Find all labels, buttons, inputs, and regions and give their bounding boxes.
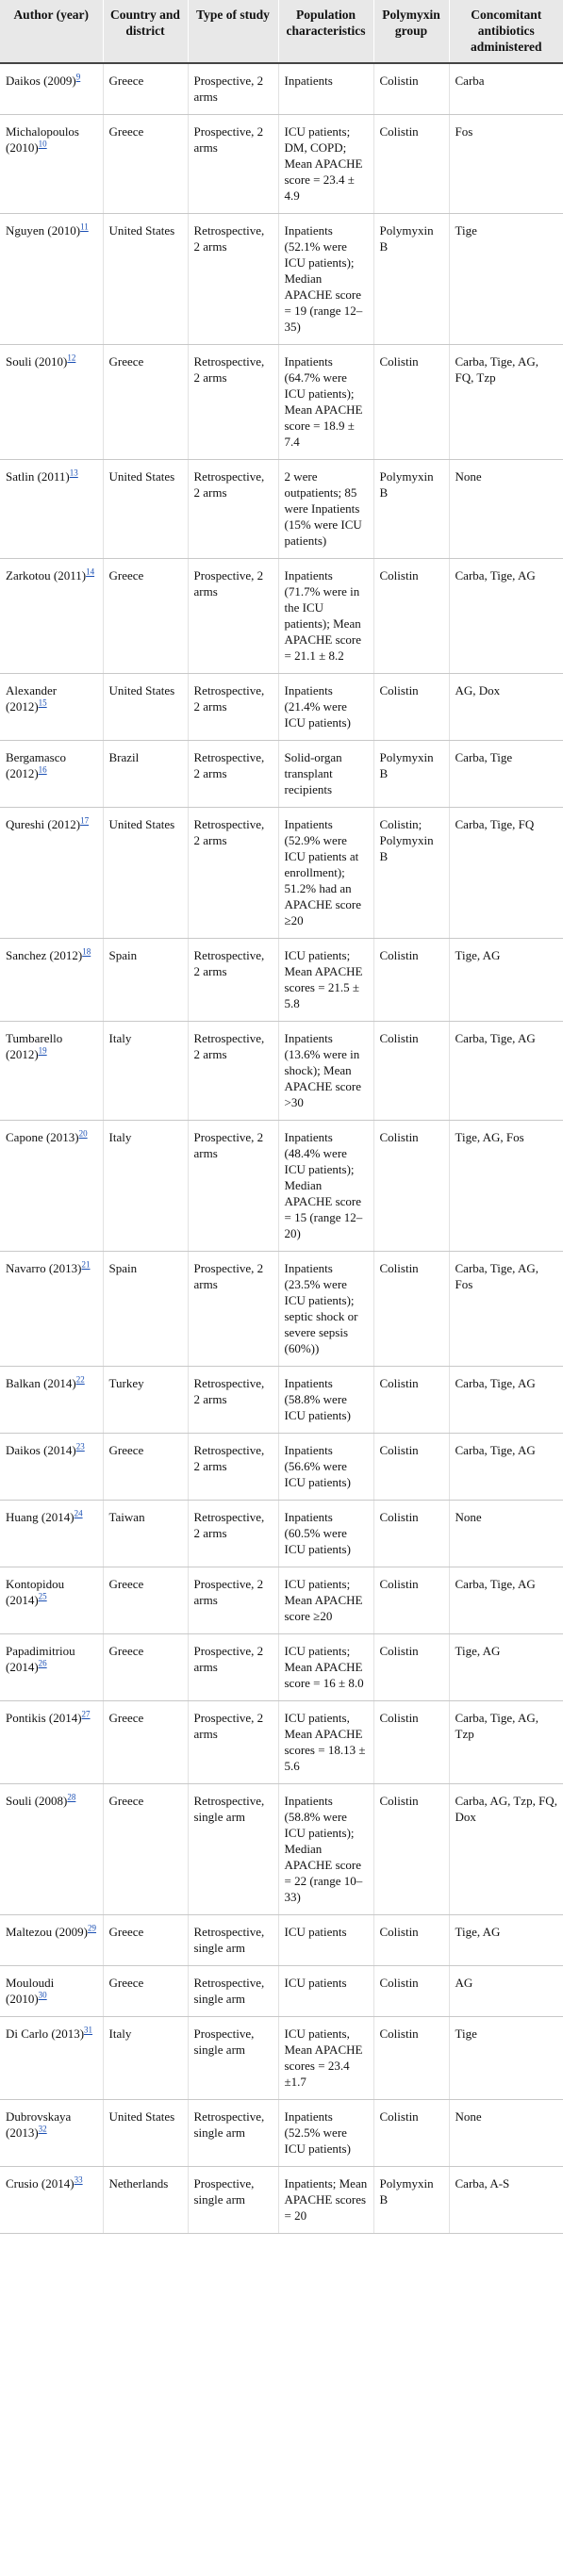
cell-antibiotics: Carba, Tige, AG bbox=[449, 1367, 563, 1434]
cell-country: United States bbox=[103, 808, 188, 939]
cell-author bbox=[0, 1121, 103, 1252]
author-name: Nguyen (2010) bbox=[6, 223, 81, 238]
cell-antibiotics: Carba, Tige, AG, Fos bbox=[449, 1252, 563, 1367]
cell-antibiotics: Carba bbox=[449, 63, 563, 115]
cell-antibiotics: Tige, AG bbox=[449, 1634, 563, 1701]
cell-population: Solid-organ transplant recipients bbox=[278, 741, 373, 808]
header-country: Country and district bbox=[103, 0, 188, 63]
reference-link[interactable]: 21 bbox=[81, 1259, 91, 1270]
cell-country: Greece bbox=[103, 1634, 188, 1701]
author-name: Kontopidou (2014) bbox=[6, 1577, 65, 1607]
cell-country: Greece bbox=[103, 1915, 188, 1966]
cell-polymyxin: Colistin bbox=[373, 1701, 449, 1784]
cell-author bbox=[0, 939, 103, 1022]
reference-link[interactable]: 22 bbox=[75, 1374, 85, 1385]
table-row bbox=[0, 345, 563, 460]
header-study-type: Type of study bbox=[188, 0, 278, 63]
cell-population: ICU patients, Mean APACHE scores = 18.13 ± 5.6 bbox=[278, 1701, 373, 1784]
reference-link[interactable]: 14 bbox=[86, 566, 95, 577]
cell-study-type: Prospective, 2 arms bbox=[188, 1634, 278, 1701]
table-row bbox=[0, 1434, 563, 1501]
cell-study-type: Prospective, 2 arms bbox=[188, 115, 278, 214]
author-name: Qureshi (2012) bbox=[6, 817, 81, 831]
cell-author bbox=[0, 214, 103, 345]
cell-polymyxin: Colistin bbox=[373, 1501, 449, 1567]
table-row bbox=[0, 1966, 563, 2017]
cell-author bbox=[0, 2167, 103, 2234]
cell-polymyxin: Colistin bbox=[373, 1252, 449, 1367]
cell-study-type: Prospective, 2 arms bbox=[188, 1252, 278, 1367]
cell-antibiotics: AG, Dox bbox=[449, 674, 563, 741]
cell-study-type: Prospective, 2 arms bbox=[188, 1567, 278, 1634]
reference-link[interactable]: 30 bbox=[38, 1990, 47, 2000]
cell-country: Greece bbox=[103, 1784, 188, 1915]
cell-polymyxin: Colistin bbox=[373, 559, 449, 674]
author-name: Souli (2008) bbox=[6, 1794, 68, 1808]
cell-study-type: Retrospective, 2 arms bbox=[188, 460, 278, 559]
table-row bbox=[0, 1784, 563, 1915]
cell-polymyxin: Colistin bbox=[373, 1434, 449, 1501]
cell-country: Spain bbox=[103, 939, 188, 1022]
reference-link[interactable]: 26 bbox=[38, 1658, 47, 1668]
reference-link[interactable]: 10 bbox=[38, 139, 47, 149]
author-name: Souli (2010) bbox=[6, 354, 68, 369]
table-row bbox=[0, 1022, 563, 1121]
cell-population: Inpatients (52.9% were ICU patients at enrollment); 51.2% had an APACHE score ≥20 bbox=[278, 808, 373, 939]
cell-antibiotics: AG bbox=[449, 1966, 563, 2017]
cell-population: ICU patients bbox=[278, 1966, 373, 2017]
cell-country: Greece bbox=[103, 63, 188, 115]
reference-link[interactable]: 32 bbox=[38, 2124, 47, 2134]
cell-population: ICU patients; DM, COPD; Mean APACHE score = 23.4 ± 4.9 bbox=[278, 115, 373, 214]
cell-country: Netherlands bbox=[103, 2167, 188, 2234]
cell-population: ICU patients, Mean APACHE scores = 23.4 ±1.7 bbox=[278, 2017, 373, 2100]
cell-antibiotics: Fos bbox=[449, 115, 563, 214]
cell-study-type: Prospective, single arm bbox=[188, 2017, 278, 2100]
header-polymyxin: Polymyxin group bbox=[373, 0, 449, 63]
cell-country: United States bbox=[103, 460, 188, 559]
cell-population: ICU patients; Mean APACHE score ≥20 bbox=[278, 1567, 373, 1634]
table-header bbox=[0, 0, 563, 63]
cell-polymyxin: Colistin bbox=[373, 1022, 449, 1121]
cell-antibiotics: None bbox=[449, 460, 563, 559]
author-name: Pontikis (2014) bbox=[6, 1711, 82, 1725]
cell-polymyxin: Colistin bbox=[373, 1915, 449, 1966]
author-name: Dubrovskaya (2013) bbox=[6, 2109, 72, 2140]
cell-country: Spain bbox=[103, 1252, 188, 1367]
reference-link[interactable]: 25 bbox=[38, 1591, 47, 1601]
cell-author bbox=[0, 2017, 103, 2100]
cell-study-type: Retrospective, single arm bbox=[188, 1966, 278, 2017]
author-name: Navarro (2013) bbox=[6, 1261, 82, 1275]
table-body bbox=[0, 63, 563, 2234]
cell-population: Inpatients (13.6% were in shock); Mean APACHE score >30 bbox=[278, 1022, 373, 1121]
reference-link[interactable]: 17 bbox=[80, 815, 90, 826]
cell-antibiotics: Carba, Tige, AG, FQ, Tzp bbox=[449, 345, 563, 460]
cell-author bbox=[0, 1501, 103, 1567]
cell-polymyxin: Colistin bbox=[373, 115, 449, 214]
cell-country: Brazil bbox=[103, 741, 188, 808]
cell-author bbox=[0, 559, 103, 674]
cell-polymyxin: Colistin bbox=[373, 1966, 449, 2017]
reference-link[interactable]: 15 bbox=[38, 697, 47, 708]
cell-polymyxin: Polymyxin B bbox=[373, 741, 449, 808]
cell-country: Greece bbox=[103, 1701, 188, 1784]
table-row bbox=[0, 808, 563, 939]
cell-population: Inpatients (58.8% were ICU patients) bbox=[278, 1367, 373, 1434]
table-row bbox=[0, 1252, 563, 1367]
cell-polymyxin: Colistin bbox=[373, 63, 449, 115]
cell-antibiotics: None bbox=[449, 2100, 563, 2167]
cell-study-type: Retrospective, 2 arms bbox=[188, 674, 278, 741]
cell-antibiotics: Tige, AG, Fos bbox=[449, 1121, 563, 1252]
cell-population: Inpatients (60.5% were ICU patients) bbox=[278, 1501, 373, 1567]
cell-study-type: Retrospective, 2 arms bbox=[188, 808, 278, 939]
table-row bbox=[0, 741, 563, 808]
reference-link[interactable]: 9 bbox=[75, 72, 81, 82]
cell-author bbox=[0, 1567, 103, 1634]
cell-polymyxin: Colistin bbox=[373, 345, 449, 460]
cell-study-type: Prospective, single arm bbox=[188, 2167, 278, 2234]
author-name: Crusio (2014) bbox=[6, 2176, 75, 2190]
cell-author bbox=[0, 1252, 103, 1367]
reference-link[interactable]: 29 bbox=[88, 1923, 97, 1933]
cell-author bbox=[0, 674, 103, 741]
cell-population: Inpatients; Mean APACHE scores = 20 bbox=[278, 2167, 373, 2234]
cell-polymyxin: Colistin bbox=[373, 1121, 449, 1252]
cell-polymyxin: Colistin bbox=[373, 1634, 449, 1701]
cell-author bbox=[0, 1915, 103, 1966]
cell-country: Greece bbox=[103, 559, 188, 674]
cell-study-type: Retrospective, 2 arms bbox=[188, 939, 278, 1022]
cell-population: Inpatients (52.1% were ICU patients); Median APACHE score = 19 (range 12–35) bbox=[278, 214, 373, 345]
cell-country: Italy bbox=[103, 2017, 188, 2100]
table-row bbox=[0, 2167, 563, 2234]
table-row bbox=[0, 2017, 563, 2100]
cell-antibiotics: Carba, Tige, AG, Tzp bbox=[449, 1701, 563, 1784]
cell-study-type: Retrospective, 2 arms bbox=[188, 345, 278, 460]
cell-author bbox=[0, 1634, 103, 1701]
author-name: Huang (2014) bbox=[6, 1510, 75, 1524]
author-name: Capone (2013) bbox=[6, 1130, 79, 1144]
cell-author bbox=[0, 345, 103, 460]
cell-country: United States bbox=[103, 674, 188, 741]
header-author: Author (year) bbox=[0, 0, 103, 63]
author-name: Papadimitriou (2014) bbox=[6, 1644, 75, 1674]
cell-antibiotics: Carba, Tige, FQ bbox=[449, 808, 563, 939]
reference-link[interactable]: 12 bbox=[67, 353, 76, 363]
cell-study-type: Prospective, 2 arms bbox=[188, 63, 278, 115]
cell-country: United States bbox=[103, 2100, 188, 2167]
cell-population: Inpatients bbox=[278, 63, 373, 115]
cell-antibiotics: Carba, Tige, AG bbox=[449, 1434, 563, 1501]
table-row bbox=[0, 559, 563, 674]
cell-author bbox=[0, 1701, 103, 1784]
reference-link[interactable]: 11 bbox=[80, 222, 89, 232]
cell-antibiotics: Carba, Tige bbox=[449, 741, 563, 808]
cell-population: Inpatients (23.5% were ICU patients); septic shock or severe sepsis (60%)) bbox=[278, 1252, 373, 1367]
author-name: Satlin (2011) bbox=[6, 469, 70, 484]
cell-polymyxin: Colistin; Polymyxin B bbox=[373, 808, 449, 939]
cell-polymyxin: Colistin bbox=[373, 1367, 449, 1434]
cell-author bbox=[0, 1966, 103, 2017]
cell-population: Inpatients (56.6% were ICU patients) bbox=[278, 1434, 373, 1501]
table-row bbox=[0, 214, 563, 345]
cell-antibiotics: Carba, Tige, AG bbox=[449, 1567, 563, 1634]
table-row bbox=[0, 63, 563, 115]
cell-country: United States bbox=[103, 214, 188, 345]
cell-country: Taiwan bbox=[103, 1501, 188, 1567]
table-row bbox=[0, 1121, 563, 1252]
cell-population: 2 were outpatients; 85 were Inpatients (15% were ICU patients) bbox=[278, 460, 373, 559]
header-antibiotics: Concomitant antibiotics administered bbox=[449, 0, 563, 63]
cell-country: Greece bbox=[103, 115, 188, 214]
cell-population: ICU patients; Mean APACHE score = 16 ± 8.0 bbox=[278, 1634, 373, 1701]
reference-link[interactable]: 19 bbox=[38, 1045, 47, 1056]
cell-polymyxin: Colistin bbox=[373, 2100, 449, 2167]
cell-antibiotics: Tige bbox=[449, 2017, 563, 2100]
cell-study-type: Retrospective, 2 arms bbox=[188, 1022, 278, 1121]
cell-study-type: Retrospective, single arm bbox=[188, 1915, 278, 1966]
cell-study-type: Prospective, 2 arms bbox=[188, 1701, 278, 1784]
reference-link[interactable]: 31 bbox=[84, 2025, 93, 2035]
cell-author bbox=[0, 115, 103, 214]
cell-polymyxin: Colistin bbox=[373, 1784, 449, 1915]
cell-country: Greece bbox=[103, 345, 188, 460]
reference-link[interactable]: 23 bbox=[75, 1441, 85, 1452]
cell-study-type: Retrospective, single arm bbox=[188, 2100, 278, 2167]
cell-polymyxin: Colistin bbox=[373, 2017, 449, 2100]
cell-antibiotics: Carba, A-S bbox=[449, 2167, 563, 2234]
cell-antibiotics: Carba, AG, Tzp, FQ, Dox bbox=[449, 1784, 563, 1915]
table-row bbox=[0, 1567, 563, 1634]
cell-polymyxin: Colistin bbox=[373, 1567, 449, 1634]
cell-author bbox=[0, 2100, 103, 2167]
reference-link[interactable]: 27 bbox=[81, 1709, 91, 1719]
cell-antibiotics: Tige, AG bbox=[449, 939, 563, 1022]
cell-antibiotics: None bbox=[449, 1501, 563, 1567]
cell-author bbox=[0, 741, 103, 808]
table-row bbox=[0, 1915, 563, 1966]
cell-country: Italy bbox=[103, 1121, 188, 1252]
cell-population: Inpatients (58.8% were ICU patients); Median APACHE score = 22 (range 10–33) bbox=[278, 1784, 373, 1915]
author-name: Di Carlo (2013) bbox=[6, 2026, 85, 2041]
cell-population: Inpatients (21.4% were ICU patients) bbox=[278, 674, 373, 741]
author-name: Sanchez (2012) bbox=[6, 948, 83, 962]
cell-author bbox=[0, 1022, 103, 1121]
table-row bbox=[0, 1501, 563, 1567]
cell-population: Inpatients (71.7% were in the ICU patients); Mean APACHE score = 21.1 ± 8.2 bbox=[278, 559, 373, 674]
cell-population: Inpatients (48.4% were ICU patients); Median APACHE score = 15 (range 12–20) bbox=[278, 1121, 373, 1252]
cell-country: Greece bbox=[103, 1966, 188, 2017]
cell-study-type: Retrospective, 2 arms bbox=[188, 214, 278, 345]
cell-study-type: Retrospective, 2 arms bbox=[188, 1501, 278, 1567]
author-name: Tumbarello (2012) bbox=[6, 1031, 63, 1061]
cell-population: Inpatients (52.5% were ICU patients) bbox=[278, 2100, 373, 2167]
cell-author bbox=[0, 808, 103, 939]
author-name: Bergamasco (2012) bbox=[6, 750, 67, 780]
cell-antibiotics: Tige, AG bbox=[449, 1915, 563, 1966]
cell-country: Italy bbox=[103, 1022, 188, 1121]
cell-author bbox=[0, 1434, 103, 1501]
cell-country: Turkey bbox=[103, 1367, 188, 1434]
reference-link[interactable]: 18 bbox=[82, 946, 91, 957]
cell-population: ICU patients bbox=[278, 1915, 373, 1966]
reference-link[interactable]: 20 bbox=[78, 1128, 88, 1139]
author-name: Alexander (2012) bbox=[6, 683, 58, 714]
author-name: Mouloudi (2010) bbox=[6, 1976, 55, 2006]
reference-link[interactable]: 16 bbox=[38, 764, 47, 775]
author-name: Maltezou (2009) bbox=[6, 1925, 89, 1939]
cell-population: Inpatients (64.7% were ICU patients); Mean APACHE score = 18.9 ± 7.4 bbox=[278, 345, 373, 460]
cell-antibiotics: Tige bbox=[449, 214, 563, 345]
table-row bbox=[0, 2100, 563, 2167]
cell-author bbox=[0, 63, 103, 115]
table-row bbox=[0, 1634, 563, 1701]
cell-study-type: Retrospective, 2 arms bbox=[188, 1434, 278, 1501]
cell-study-type: Retrospective, 2 arms bbox=[188, 1367, 278, 1434]
cell-polymyxin: Colistin bbox=[373, 674, 449, 741]
author-name: Daikos (2009) bbox=[6, 74, 76, 88]
table-row bbox=[0, 1701, 563, 1784]
cell-author bbox=[0, 1367, 103, 1434]
table-row bbox=[0, 1367, 563, 1434]
cell-study-type: Prospective, 2 arms bbox=[188, 559, 278, 674]
author-name: Balkan (2014) bbox=[6, 1376, 76, 1390]
reference-link[interactable]: 28 bbox=[67, 1792, 76, 1802]
table-row bbox=[0, 115, 563, 214]
cell-polymyxin: Polymyxin B bbox=[373, 460, 449, 559]
cell-study-type: Prospective, 2 arms bbox=[188, 1121, 278, 1252]
cell-antibiotics: Carba, Tige, AG bbox=[449, 559, 563, 674]
author-name: Daikos (2014) bbox=[6, 1443, 76, 1457]
author-name: Zarkotou (2011) bbox=[6, 568, 87, 582]
cell-country: Greece bbox=[103, 1567, 188, 1634]
cell-author bbox=[0, 460, 103, 559]
cell-polymyxin: Polymyxin B bbox=[373, 2167, 449, 2234]
cell-study-type: Retrospective, single arm bbox=[188, 1784, 278, 1915]
table-row bbox=[0, 674, 563, 741]
reference-link[interactable]: 33 bbox=[74, 2174, 83, 2185]
cell-author bbox=[0, 1784, 103, 1915]
cell-antibiotics: Carba, Tige, AG bbox=[449, 1022, 563, 1121]
cell-country: Greece bbox=[103, 1434, 188, 1501]
table-row bbox=[0, 939, 563, 1022]
cell-polymyxin: Polymyxin B bbox=[373, 214, 449, 345]
reference-link[interactable]: 13 bbox=[69, 468, 78, 478]
cell-population: ICU patients; Mean APACHE scores = 21.5 ± 5.8 bbox=[278, 939, 373, 1022]
author-name: Michalopoulos (2010) bbox=[6, 124, 79, 155]
reference-link[interactable]: 24 bbox=[74, 1508, 83, 1518]
cell-study-type: Retrospective, 2 arms bbox=[188, 741, 278, 808]
table-row bbox=[0, 460, 563, 559]
header-row bbox=[0, 0, 563, 63]
cell-polymyxin: Colistin bbox=[373, 939, 449, 1022]
header-population: Population characteristics bbox=[278, 0, 373, 63]
